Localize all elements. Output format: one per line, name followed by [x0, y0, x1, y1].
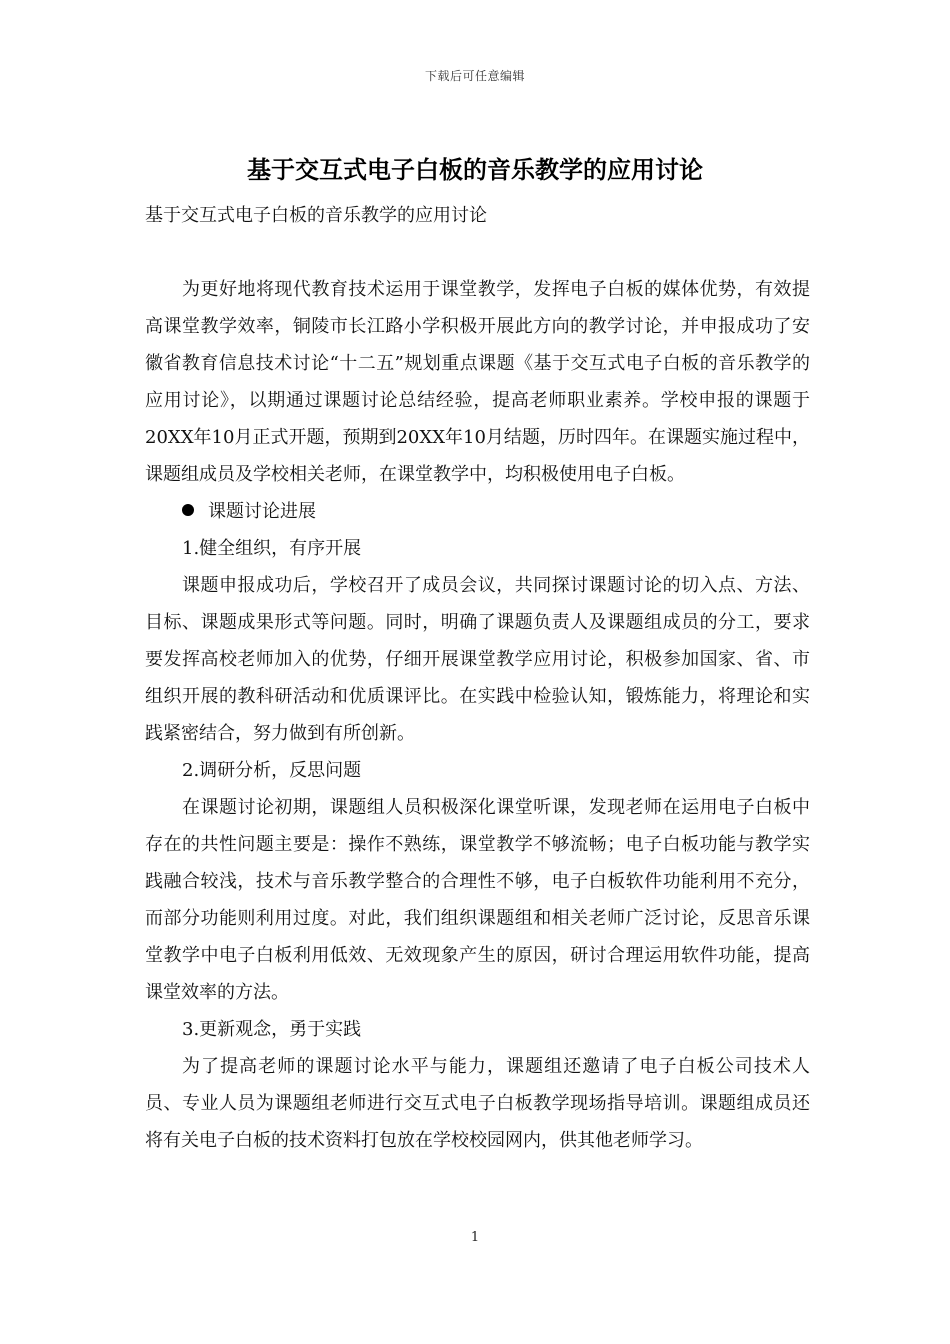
document-body — [145, 197, 810, 1159]
document-title: 基于交互式电子白板的音乐教学的应用讨论 — [247, 156, 703, 184]
intro-paragraph: 为更好地将现代教育技术运用于课堂教学，发挥电子白板的媒体优势，有效提高课堂教学效率，铜陵市长江路小学积极开展此方向的教学讨论，并申报成功了安徽省教育信息技术讨论“十二五”规划重点课题《基于交互式电子白板的音乐教学的应用讨论》，以期通过课题讨论总结经验，提高老师职业素养。学校申报的课题于20XX年10月正式开题，预期到20XX年10月结题，历时四年。在课题实施过程中，课题组成员及学校相关老师，在课堂教学中，均积极使用电子白板。 — [145, 279, 810, 485]
bullet-icon — [182, 504, 194, 516]
section-heading-2: 2.调研分析，反思问题 — [182, 760, 362, 781]
subtitle-line: 基于交互式电子白板的音乐教学的应用讨论 — [145, 205, 487, 226]
bullet-heading-text: 课题讨论进展 — [208, 501, 316, 522]
header-note: 下载后可任意编辑 — [424, 69, 525, 83]
page-number: 1 — [470, 1230, 480, 1245]
section-heading-1: 1.健全组织，有序开展 — [182, 538, 362, 559]
section-body-3: 为了提高老师的课题讨论水平与能力，课题组还邀请了电子白板公司技术人员、专业人员为课题组老师进行交互式电子白板教学现场指导培训。课题组成员还将有关电子白板的技术资料打包放在学校校园网内，供其他老师学习。 — [145, 1056, 810, 1151]
bullet-heading — [145, 493, 810, 530]
section-heading-3: 3.更新观念，勇于实践 — [182, 1019, 362, 1040]
section-body-2: 在课题讨论初期，课题组人员积极深化课堂听课，发现老师在运用电子白板中存在的共性问题主要是：操作不熟练，课堂教学不够流畅；电子白板功能与教学实践融合较浅，技术与音乐教学整合的合理性不够，电子白板软件功能利用不充分，而部分功能则利用过度。对此，我们组织课题组和相关老师广泛讨论，反思音乐课堂教学中电子白板利用低效、无效现象产生的原因，研讨合理运用软件功能，提高课堂效率的方法。 — [145, 797, 810, 1003]
section-body-1: 课题申报成功后，学校召开了成员会议，共同探讨课题讨论的切入点、方法、目标、课题成果形式等问题。同时，明确了课题负责人及课题组成员的分工，要求要发挥高校老师加入的优势，仔细开展课堂教学应用讨论，积极参加国家、省、市组织开展的教科研活动和优质课评比。在实践中检验认知，锻炼能力，将理论和实践紧密结合，努力做到有所创新。 — [145, 575, 810, 744]
